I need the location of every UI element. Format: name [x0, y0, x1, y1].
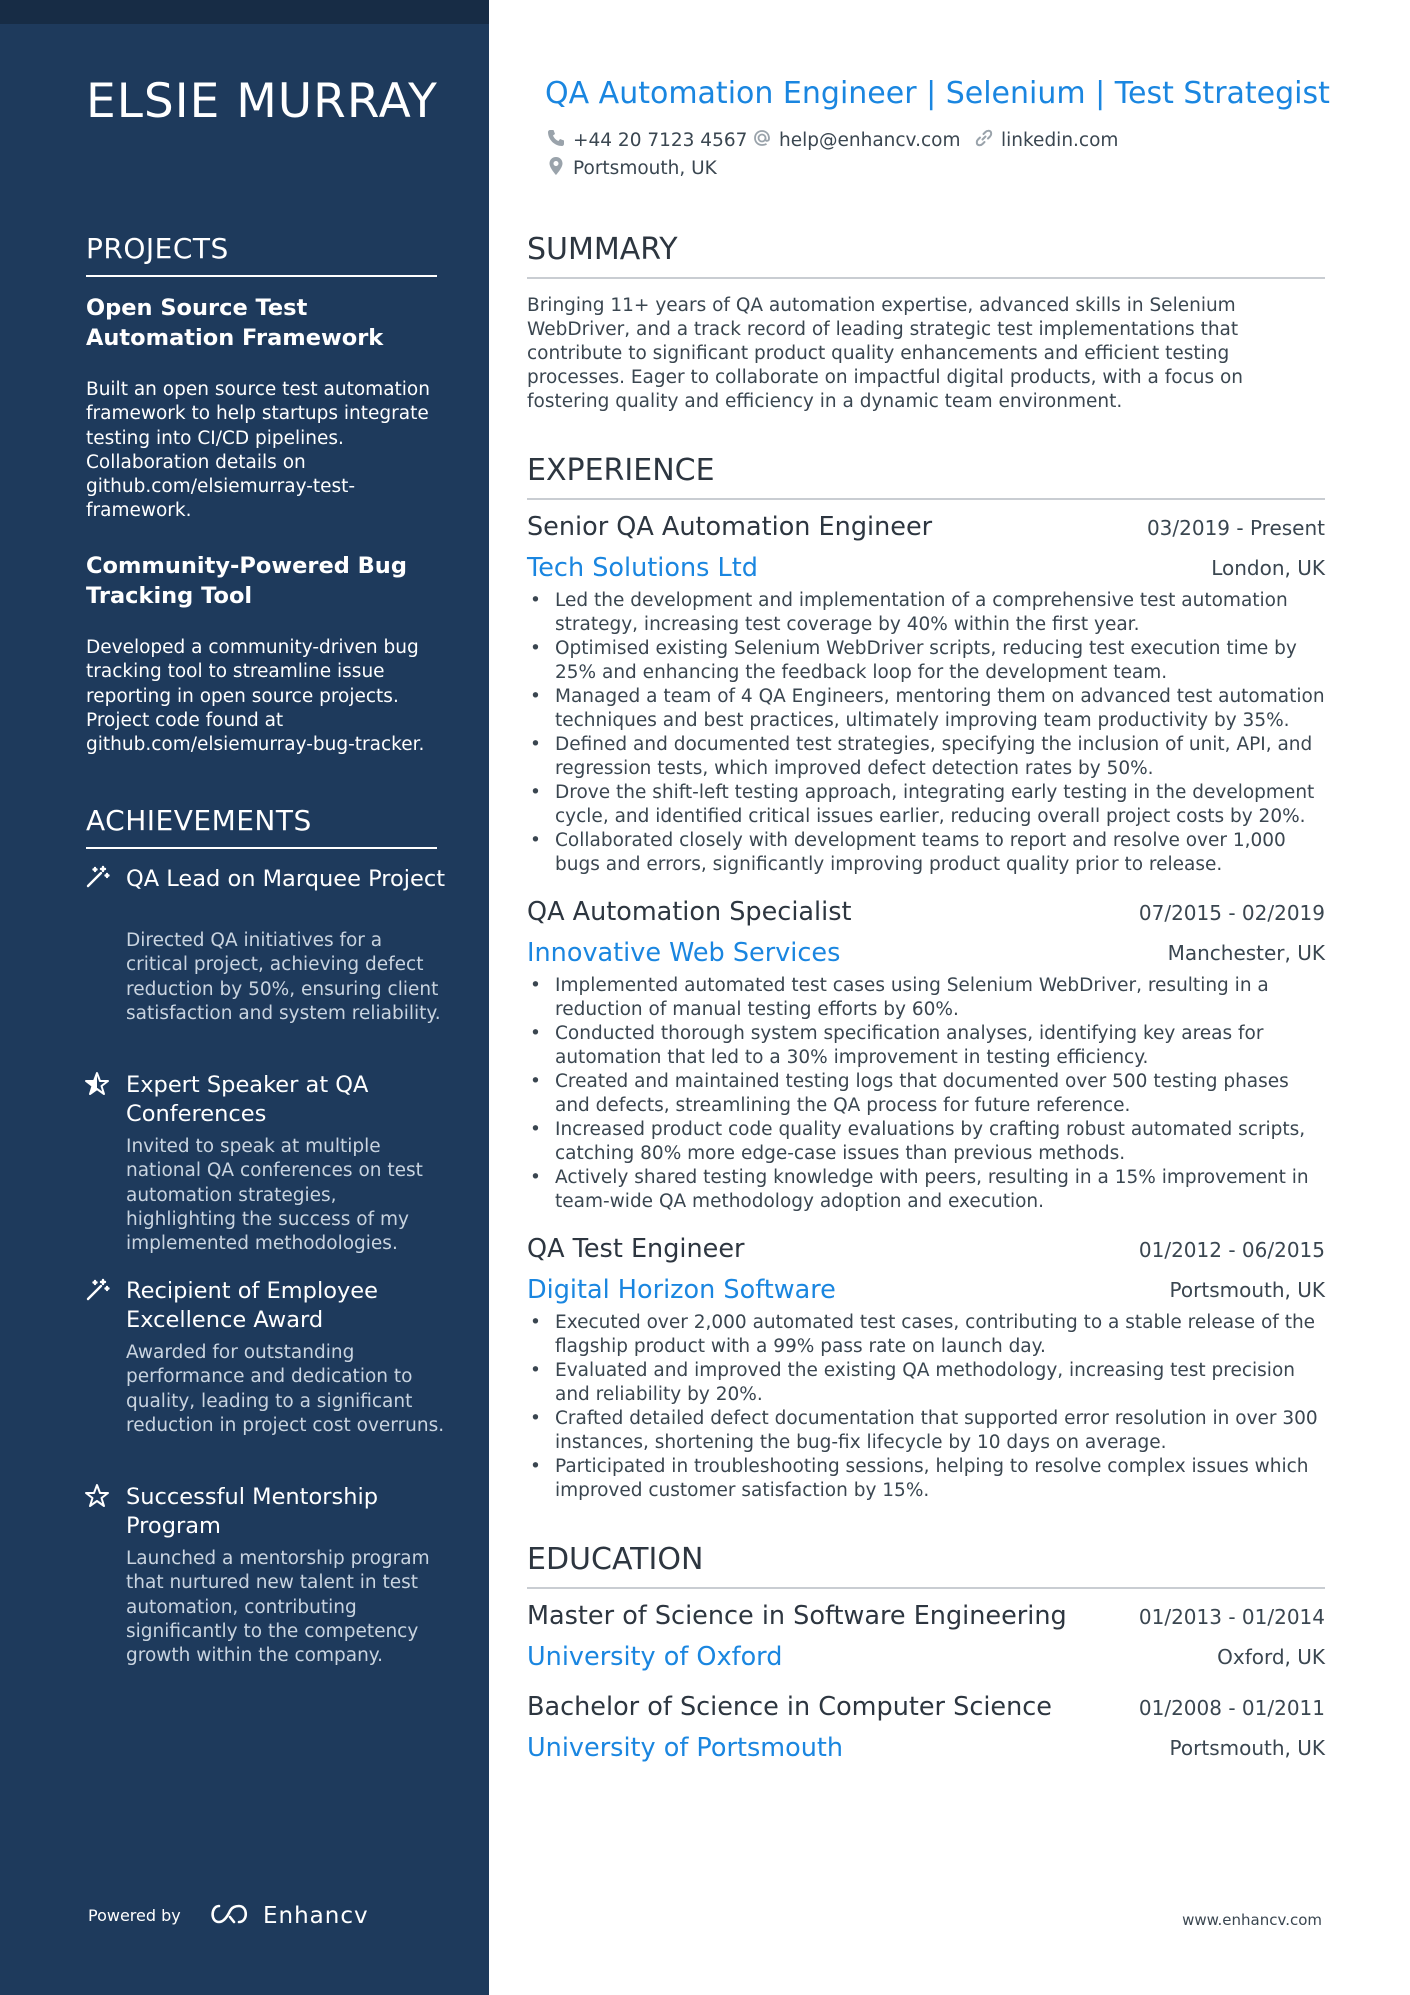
candidate-name: ELSIE MURRAY [86, 74, 438, 129]
achievements-heading: ACHIEVEMENTS [86, 804, 437, 849]
job-bullets [527, 974, 1327, 1214]
list-item: • Collaborated closely with development teams to report and resolve over 1,000 bugs and errors, significantly improving product quality prior to release. [527, 829, 1327, 877]
email-text: help@enhancv.com [779, 130, 961, 151]
achievement-title: QA Lead on Marquee Project [126, 866, 446, 892]
summary-heading: SUMMARY [527, 232, 1325, 279]
job-company: Tech Solutions Ltd [527, 553, 758, 583]
achievement-title: Recipient of Employee Excellence Award [126, 1278, 378, 1333]
degree-title: Bachelor of Science in Computer Science [527, 1692, 1052, 1722]
project-description: Developed a community-driven bug tracking tool to streamline issue reporting in open source projects. Project code found at github.com/elsiemurray-bug-tracker. [86, 637, 425, 756]
list-item: • Increased product code quality evaluations by crafting robust automated scripts, catching 80% more edge-case issues than previous methods. [527, 1118, 1327, 1166]
job-title: QA Test Engineer [527, 1234, 745, 1264]
job-dates: 07/2015 - 02/2019 [1138, 901, 1325, 925]
powered-by-label: Powered by [88, 1906, 181, 1925]
link-icon [974, 128, 994, 153]
job-location: Portsmouth, UK [1169, 1278, 1325, 1302]
achievement-description: Directed QA initiatives for a critical project, achieving defect reduction by 50%, ensuring client satisfaction and system reliability. [126, 930, 441, 1024]
education-heading: EDUCATION [527, 1542, 1325, 1589]
education-dates: 01/2013 - 01/2014 [1138, 1605, 1325, 1629]
contact-email[interactable] [752, 128, 960, 153]
list-item: • Created and maintained testing logs that documented over 500 testing phases and defects, streamlining the QA process for future reference. [527, 1070, 1327, 1118]
achievement-title: Expert Speaker at QA Conferences [126, 1072, 369, 1127]
sidebar-top-bar [0, 0, 489, 24]
achievement-description: Launched a mentorship program that nurtured new talent in test automation, contributing significantly to the competency growth within the company. [126, 1548, 430, 1667]
contact-location [546, 156, 717, 181]
job-dates: 01/2012 - 06/2015 [1138, 1238, 1325, 1262]
list-item: • Managed a team of 4 QA Engineers, mentoring them on advanced test automation techniques and best practices, ultimately improving team productivity by 35%. [527, 685, 1327, 733]
phone-icon [546, 128, 566, 153]
school-name: University of Oxford [527, 1642, 783, 1672]
contact-linkedin[interactable] [974, 128, 1118, 153]
magic-wand-icon [84, 1277, 110, 1303]
list-item: • Conducted thorough system specification analyses, identifying key areas for automation that led to a 30% improvement in testing efficiency. [527, 1022, 1327, 1070]
list-item: • Executed over 2,000 automated test cases, contributing to a stable release of the flagship product with a 99% pass rate on launch day. [527, 1311, 1327, 1359]
list-item: • Drove the shift-left testing approach, integrating early testing in the development cycle, and identified critical issues earlier, reducing overall project costs by 20%. [527, 781, 1327, 829]
education-dates: 01/2008 - 01/2011 [1138, 1696, 1325, 1720]
job-company: Digital Horizon Software [527, 1275, 836, 1305]
infinity-logo-icon [207, 1901, 253, 1931]
magic-wand-icon [84, 864, 110, 890]
phone-text: +44 20 7123 4567 [573, 130, 748, 151]
job-location: London, UK [1211, 556, 1325, 580]
list-item: • Evaluated and improved the existing QA methodology, increasing test precision and reliability by 20%. [527, 1359, 1327, 1407]
website-link[interactable]: www.enhancv.com [1182, 1911, 1322, 1929]
job-company: Innovative Web Services [527, 938, 841, 968]
job-location: Manchester, UK [1167, 941, 1325, 965]
project-title: Open Source Test Automation Framework [86, 295, 384, 351]
school-location: Oxford, UK [1217, 1645, 1325, 1669]
enhancv-logo[interactable] [207, 1900, 369, 1932]
headline: QA Automation Engineer | Selenium | Test Strategist [545, 76, 1330, 111]
list-item: • Optimised existing Selenium WebDriver scripts, reducing test execution time by 25% and enhancing the feedback loop for the development team. [527, 637, 1327, 685]
job-title: QA Automation Specialist [527, 897, 852, 927]
star-outline-icon [84, 1483, 110, 1509]
location-text: Portsmouth, UK [573, 158, 717, 179]
contact-phone[interactable] [546, 128, 747, 153]
achievement-description: Invited to speak at multiple national QA conferences on test automation strategies, highlighting the success of my implemented methodologies. [126, 1136, 423, 1255]
school-location: Portsmouth, UK [1169, 1736, 1325, 1760]
project-title: Community-Powered Bug Tracking Tool [86, 553, 407, 609]
list-item: • Defined and documented test strategies, specifying the inclusion of unit, API, and regression tests, which improved defect detection rates by 50%. [527, 733, 1327, 781]
at-icon [752, 128, 772, 153]
job-title: Senior QA Automation Engineer [527, 512, 933, 542]
experience-heading: EXPERIENCE [527, 453, 1325, 500]
projects-heading: PROJECTS [86, 232, 437, 277]
degree-title: Master of Science in Software Engineering [527, 1601, 1067, 1631]
school-name: University of Portsmouth [527, 1733, 844, 1763]
job-bullets [527, 1311, 1327, 1503]
linkedin-text: linkedin.com [1001, 130, 1119, 151]
list-item: • Participated in troubleshooting sessions, helping to resolve complex issues which improved customer satisfaction by 15%. [527, 1455, 1327, 1503]
location-pin-icon [546, 156, 566, 181]
achievement-title: Successful Mentorship Program [126, 1484, 379, 1539]
achievement-description: Awarded for outstanding performance and dedication to quality, leading to a significant reduction in project cost overruns. [126, 1342, 445, 1436]
brand-name: Enhancv [263, 1903, 369, 1929]
list-item: • Led the development and implementation of a comprehensive test automation strategy, increasing test coverage by 40% within the first year. [527, 589, 1327, 637]
project-description: Built an open source test automation framework to help startups integrate testing into CI/CD pipelines. Collaboration details on github.com/elsiemurray-test-framework. [86, 379, 430, 522]
summary-text: Bringing 11+ years of QA automation expertise, advanced skills in Selenium WebDriver, and a track record of leading strategic test implementations that contribute to significant product quality enhancements and efficient testing processes. Eager to collaborate on impactful digital products, with a focus on fostering quality and efficiency in a dynamic team environment. [527, 295, 1244, 412]
job-dates: 03/2019 - Present [1146, 516, 1325, 540]
job-bullets [527, 589, 1327, 877]
list-item: • Actively shared testing knowledge with peers, resulting in a 15% improvement in team-wide QA methodology adoption and execution. [527, 1166, 1327, 1214]
list-item: • Implemented automated test cases using Selenium WebDriver, resulting in a reduction of manual testing efforts by 60%. [527, 974, 1327, 1022]
list-item: • Crafted detailed defect documentation that supported error resolution in over 300 instances, shortening the bug-fix lifecycle by 10 days on average. [527, 1407, 1327, 1455]
star-half-icon [84, 1071, 110, 1097]
